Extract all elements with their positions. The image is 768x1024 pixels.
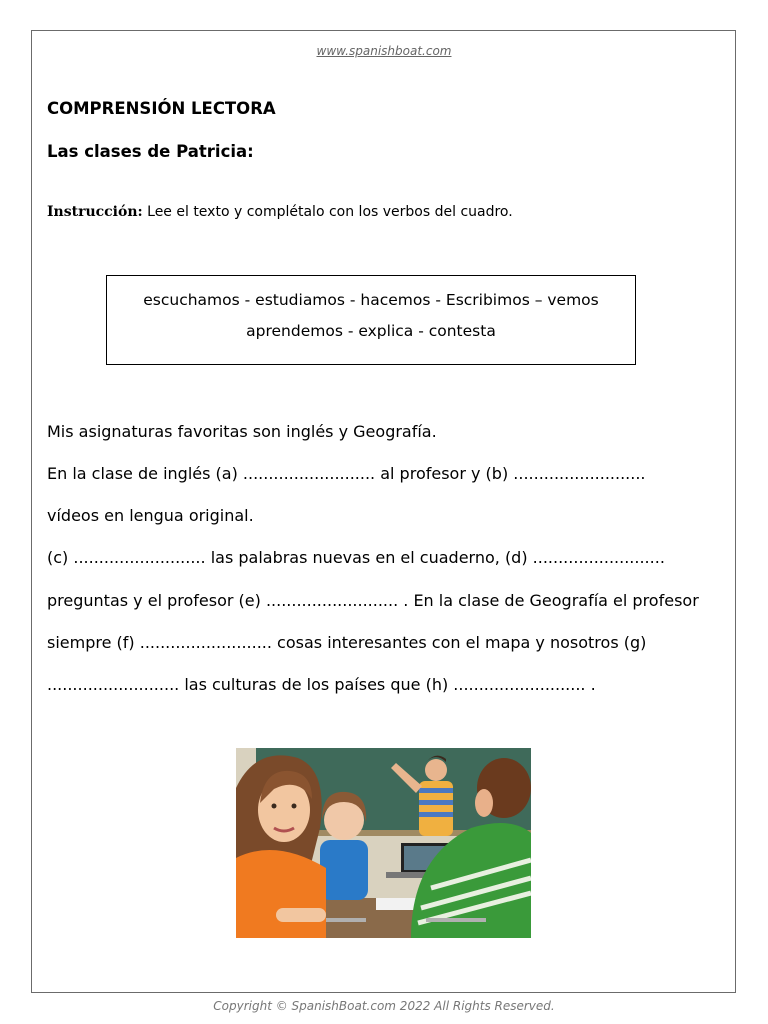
verb-box: [106, 275, 636, 365]
copyright-footer: Copyright © SpanishBoat.com 2022 All Rights Reserved.: [213, 999, 555, 1013]
instruction-label: Instrucción:: [47, 204, 143, 220]
verb-box-line-1: escuchamos - estudiamos - hacemos - Escribimos – vemos: [143, 291, 599, 309]
instruction: [47, 204, 513, 220]
reading-line-3: vídeos en lengua original.: [47, 506, 254, 525]
site-url-link[interactable]: www.spanishboat.com: [316, 44, 452, 58]
classroom-photo: [236, 748, 531, 938]
reading-line-7: .......................... las culturas de los países que (h) .......................... .: [47, 675, 596, 694]
reading-line-6: siempre (f) .......................... cosas interesantes con el mapa y nosotros (g): [47, 633, 647, 652]
reading-line-4: (c) .......................... las palabras nuevas en el cuaderno, (d) ..........................: [47, 548, 665, 567]
instruction-text: Lee el texto y complétalo con los verbos del cuadro.: [142, 204, 513, 220]
page-subtitle: Las clases de Patricia:: [47, 142, 254, 161]
verb-box-line-2: aprendemos - explica - contesta: [246, 322, 496, 340]
reading-line-2: En la clase de inglés (a) .......................... al profesor y (b) ..........................: [47, 464, 646, 483]
reading-line-1: Mis asignaturas favoritas son inglés y Geografía.: [47, 422, 437, 441]
reading-line-5: preguntas y el profesor (e) .......................... . En la clase de Geografía el profesor: [47, 591, 699, 610]
page-title: COMPRENSIÓN LECTORA: [47, 99, 276, 118]
